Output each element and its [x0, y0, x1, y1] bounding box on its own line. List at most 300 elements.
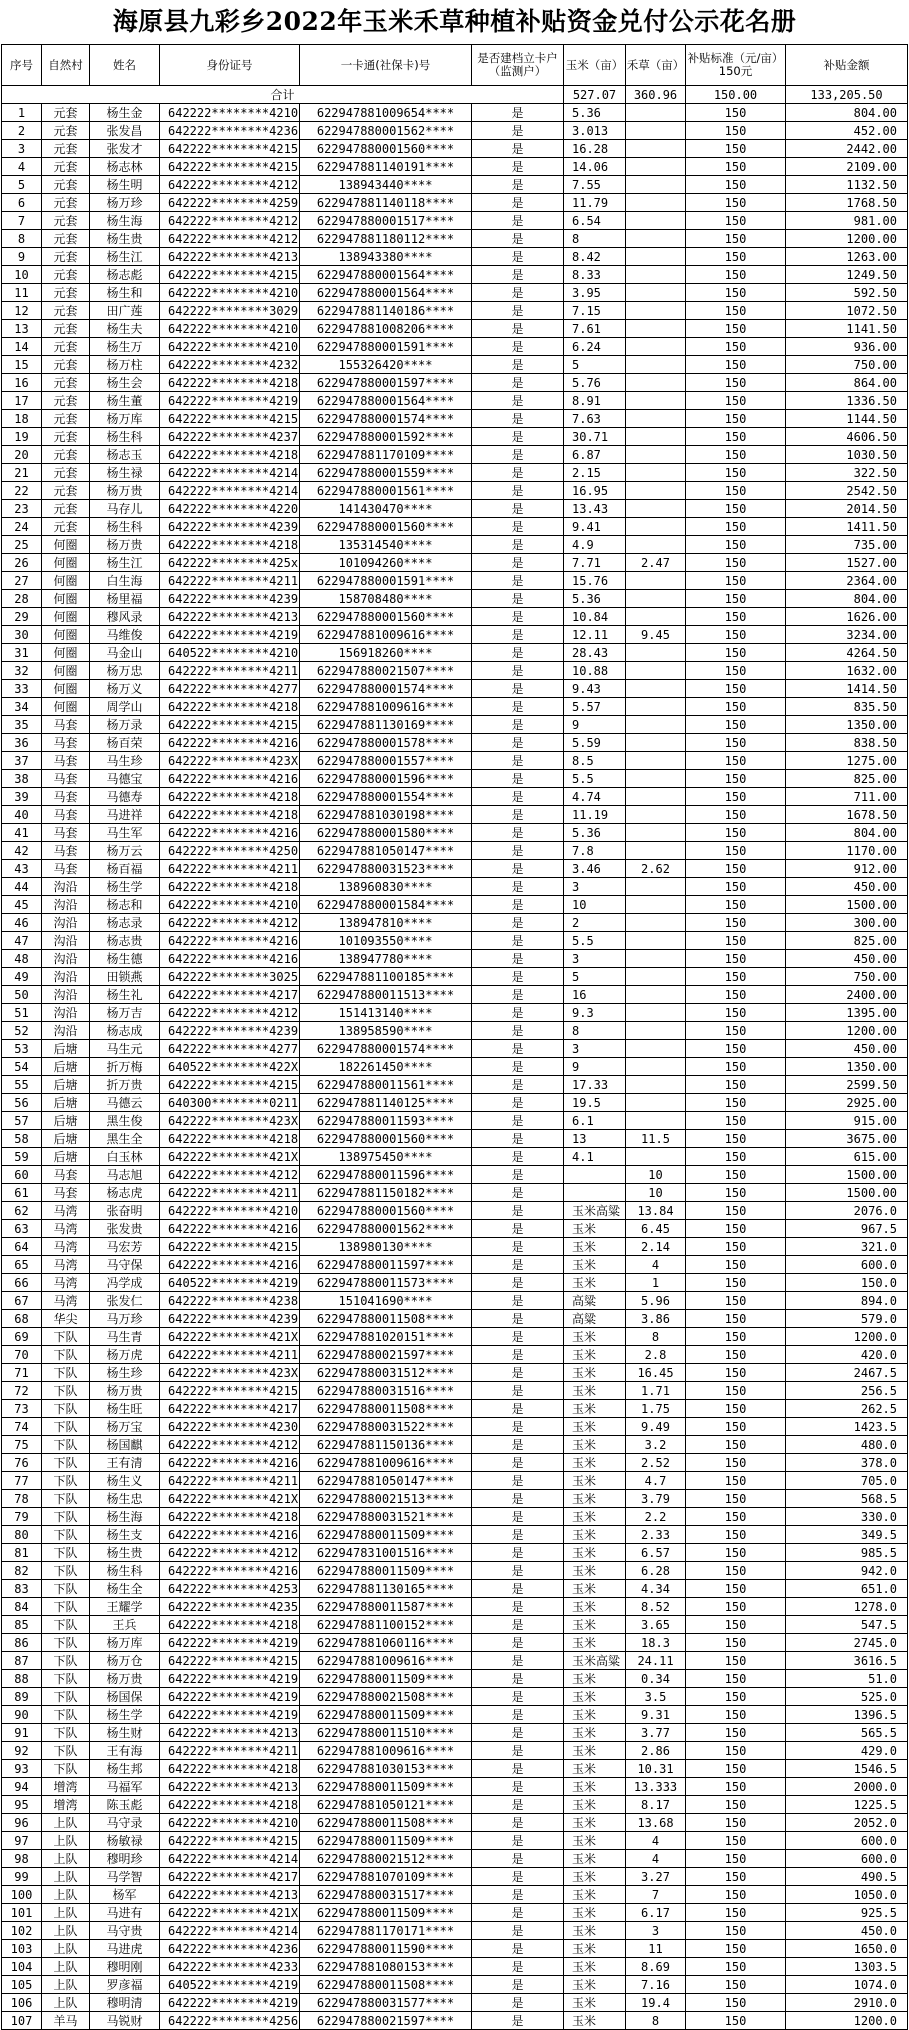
cell-name: 杨万仓 [90, 1652, 160, 1670]
cell-rate: 150 [686, 1652, 786, 1670]
cell-corn: 30.71 [564, 428, 626, 446]
cell-seq: 69 [2, 1328, 42, 1346]
cell-rate: 150 [686, 1904, 786, 1922]
cell-name: 马守贵 [90, 1922, 160, 1940]
cell-corn: 3 [564, 1040, 626, 1058]
cell-amount: 150.0 [786, 1274, 908, 1292]
cell-registered: 是 [472, 140, 564, 158]
table-row [2, 1364, 908, 1382]
cell-corn: 玉米 [564, 1904, 626, 1922]
cell-name: 黑生俊 [90, 1112, 160, 1130]
cell-seq: 22 [2, 482, 42, 500]
table-row [2, 1346, 908, 1364]
cell-amount: 429.0 [786, 1742, 908, 1760]
cell-name: 张发仁 [90, 1292, 160, 1310]
cell-grass: 4.7 [626, 1472, 686, 1490]
cell-corn: 7.8 [564, 842, 626, 860]
cell-registered: 是 [472, 1688, 564, 1706]
cell-card-number: 622947881020151**** [300, 1328, 472, 1346]
cell-amount: 565.5 [786, 1724, 908, 1742]
cell-grass: 13.84 [626, 1202, 686, 1220]
cell-rate: 150 [686, 824, 786, 842]
cell-corn: 5.5 [564, 770, 626, 788]
cell-rate: 150 [686, 1220, 786, 1238]
cell-village: 下队 [42, 1418, 90, 1436]
cell-grass [626, 734, 686, 752]
cell-id-number: 642222********4220 [160, 500, 300, 518]
cell-grass [626, 788, 686, 806]
cell-rate: 150 [686, 2012, 786, 2030]
table-row [2, 1184, 908, 1202]
cell-amount: 2076.0 [786, 1202, 908, 1220]
cell-id-number: 642222********421X [160, 1904, 300, 1922]
cell-rate: 150 [686, 1256, 786, 1274]
cell-id-number: 642222********4218 [160, 446, 300, 464]
cell-id-number: 642222********4210 [160, 1202, 300, 1220]
cell-id-number: 642222********423X [160, 1112, 300, 1130]
cell-village: 元套 [42, 320, 90, 338]
cell-village: 上队 [42, 1958, 90, 1976]
table-row [2, 1400, 908, 1418]
cell-seq: 35 [2, 716, 42, 734]
cell-rate: 150 [686, 1580, 786, 1598]
cell-corn: 玉米 [564, 1598, 626, 1616]
cell-rate: 150 [686, 878, 786, 896]
cell-grass: 7 [626, 1886, 686, 1904]
table-row [2, 1814, 908, 1832]
cell-grass [626, 428, 686, 446]
table-row [2, 158, 908, 176]
cell-card-number: 622947881009616**** [300, 626, 472, 644]
cell-id-number: 642222********4277 [160, 680, 300, 698]
cell-seq: 28 [2, 590, 42, 608]
cell-card-number: 622947881030153**** [300, 1760, 472, 1778]
cell-village: 下队 [42, 1346, 90, 1364]
cell-seq: 102 [2, 1922, 42, 1940]
cell-id-number: 642222********4217 [160, 1868, 300, 1886]
cell-amount: 1132.50 [786, 176, 908, 194]
cell-amount: 615.00 [786, 1148, 908, 1166]
cell-corn: 玉米 [564, 2012, 626, 2030]
cell-id-number: 642222********4259 [160, 194, 300, 212]
cell-corn: 玉米 [564, 1814, 626, 1832]
cell-id-number: 642222********4211 [160, 1742, 300, 1760]
cell-amount: 1225.5 [786, 1796, 908, 1814]
cell-card-number: 622947880001557**** [300, 752, 472, 770]
cell-grass [626, 536, 686, 554]
cell-registered: 是 [472, 104, 564, 122]
cell-village: 马湾 [42, 1292, 90, 1310]
table-row [2, 1616, 908, 1634]
cell-rate: 150 [686, 608, 786, 626]
cell-registered: 是 [472, 1886, 564, 1904]
cell-id-number: 642222********4211 [160, 572, 300, 590]
cell-grass [626, 266, 686, 284]
cell-card-number: 622947880011587**** [300, 1598, 472, 1616]
cell-id-number: 642222********4236 [160, 122, 300, 140]
cell-village: 何圈 [42, 608, 90, 626]
cell-seq: 67 [2, 1292, 42, 1310]
cell-village: 沟沿 [42, 914, 90, 932]
cell-amount: 4264.50 [786, 644, 908, 662]
cell-card-number: 138960830**** [300, 878, 472, 896]
cell-corn: 7.71 [564, 554, 626, 572]
cell-corn: 3 [564, 878, 626, 896]
cell-amount: 1072.50 [786, 302, 908, 320]
cell-registered: 是 [472, 1058, 564, 1076]
cell-village: 下队 [42, 1328, 90, 1346]
cell-corn: 玉米 [564, 1706, 626, 1724]
cell-grass [626, 590, 686, 608]
cell-grass: 19.4 [626, 1994, 686, 2012]
table-row [2, 1382, 908, 1400]
cell-registered: 是 [472, 284, 564, 302]
cell-name: 马进祥 [90, 806, 160, 824]
cell-name: 杨万虎 [90, 1346, 160, 1364]
table-row [2, 896, 908, 914]
cell-rate: 150 [686, 734, 786, 752]
cell-seq: 101 [2, 1904, 42, 1922]
cell-amount: 1275.00 [786, 752, 908, 770]
cell-card-number: 622947880011508**** [300, 1310, 472, 1328]
cell-id-number: 642222********3025 [160, 968, 300, 986]
cell-grass: 4 [626, 1850, 686, 1868]
cell-id-number: 642222********4256 [160, 2012, 300, 2030]
cell-amount: 1632.00 [786, 662, 908, 680]
cell-name: 杨生海 [90, 1508, 160, 1526]
cell-seq: 31 [2, 644, 42, 662]
cell-name: 陈玉彪 [90, 1796, 160, 1814]
cell-name: 杨里福 [90, 590, 160, 608]
cell-village: 后塘 [42, 1112, 90, 1130]
cell-seq: 70 [2, 1346, 42, 1364]
cell-card-number: 622947881009616**** [300, 698, 472, 716]
cell-id-number: 642222********4215 [160, 716, 300, 734]
cell-amount: 480.0 [786, 1436, 908, 1454]
cell-registered: 是 [472, 842, 564, 860]
cell-id-number: 642222********4216 [160, 824, 300, 842]
cell-card-number: 622947881140125**** [300, 1094, 472, 1112]
cell-name: 杨生全 [90, 1580, 160, 1598]
cell-registered: 是 [472, 1958, 564, 1976]
header-grass-mu: 禾草（亩） [626, 45, 686, 86]
cell-seq: 8 [2, 230, 42, 248]
cell-registered: 是 [472, 428, 564, 446]
cell-registered: 是 [472, 1436, 564, 1454]
cell-name: 杨万珍 [90, 194, 160, 212]
cell-card-number: 622947880011593**** [300, 1112, 472, 1130]
cell-amount: 825.00 [786, 770, 908, 788]
cell-village: 上队 [42, 1940, 90, 1958]
cell-card-number: 622947880031516**** [300, 1382, 472, 1400]
cell-grass [626, 176, 686, 194]
cell-name: 穆明刚 [90, 1958, 160, 1976]
cell-id-number: 642222********4215 [160, 1832, 300, 1850]
cell-id-number: 642222********4216 [160, 950, 300, 968]
cell-seq: 47 [2, 932, 42, 950]
cell-rate: 150 [686, 482, 786, 500]
cell-card-number: 138943440**** [300, 176, 472, 194]
cell-seq: 75 [2, 1436, 42, 1454]
cell-rate: 150 [686, 1526, 786, 1544]
cell-rate: 150 [686, 266, 786, 284]
cell-id-number: 642222********4253 [160, 1580, 300, 1598]
cell-amount: 1500.00 [786, 896, 908, 914]
cell-registered: 是 [472, 608, 564, 626]
cell-village: 下队 [42, 1670, 90, 1688]
cell-corn: 13 [564, 1130, 626, 1148]
cell-rate: 150 [686, 1436, 786, 1454]
cell-amount: 1414.50 [786, 680, 908, 698]
cell-village: 元套 [42, 248, 90, 266]
cell-seq: 34 [2, 698, 42, 716]
cell-amount: 1768.50 [786, 194, 908, 212]
cell-seq: 66 [2, 1274, 42, 1292]
cell-card-number: 622947880021507**** [300, 662, 472, 680]
cell-id-number: 642222********4217 [160, 1400, 300, 1418]
cell-corn: 28.43 [564, 644, 626, 662]
cell-rate: 150 [686, 230, 786, 248]
cell-grass: 2.2 [626, 1508, 686, 1526]
cell-registered: 是 [472, 1274, 564, 1292]
cell-id-number: 640522********422X [160, 1058, 300, 1076]
cell-registered: 是 [472, 986, 564, 1004]
cell-card-number: 138975450**** [300, 1148, 472, 1166]
cell-registered: 是 [472, 1904, 564, 1922]
cell-card-number: 622947880011509**** [300, 1562, 472, 1580]
cell-registered: 是 [472, 1724, 564, 1742]
cell-registered: 是 [472, 1616, 564, 1634]
cell-grass [626, 320, 686, 338]
table-row [2, 104, 908, 122]
cell-registered: 是 [472, 1328, 564, 1346]
cell-rate: 150 [686, 1778, 786, 1796]
table-row [2, 176, 908, 194]
cell-village: 元套 [42, 266, 90, 284]
cell-amount: 1527.00 [786, 554, 908, 572]
cell-grass: 8.52 [626, 1598, 686, 1616]
cell-registered: 是 [472, 266, 564, 284]
table-row [2, 1508, 908, 1526]
cell-rate: 150 [686, 1940, 786, 1958]
cell-village: 何圈 [42, 536, 90, 554]
cell-registered: 是 [472, 500, 564, 518]
cell-grass [626, 518, 686, 536]
cell-name: 黑生全 [90, 1130, 160, 1148]
cell-corn: 玉米高粱 [564, 1652, 626, 1670]
cell-seq: 90 [2, 1706, 42, 1724]
cell-card-number: 622947880011509**** [300, 1778, 472, 1796]
table-row [2, 1976, 908, 1994]
cell-grass: 11 [626, 1940, 686, 1958]
cell-grass [626, 464, 686, 482]
table-row [2, 248, 908, 266]
cell-rate: 150 [686, 1400, 786, 1418]
cell-id-number: 640522********4210 [160, 644, 300, 662]
cell-rate: 150 [686, 428, 786, 446]
cell-rate: 150 [686, 1004, 786, 1022]
cell-seq: 99 [2, 1868, 42, 1886]
cell-village: 增湾 [42, 1796, 90, 1814]
cell-rate: 150 [686, 860, 786, 878]
table-row [2, 1562, 908, 1580]
cell-grass: 8 [626, 1328, 686, 1346]
table-row [2, 914, 908, 932]
cell-amount: 450.0 [786, 1922, 908, 1940]
cell-corn: 玉米 [564, 1508, 626, 1526]
cell-amount: 985.5 [786, 1544, 908, 1562]
cell-rate: 150 [686, 896, 786, 914]
cell-village: 马湾 [42, 1274, 90, 1292]
cell-corn: 玉米高粱 [564, 1202, 626, 1220]
cell-id-number: 642222********4212 [160, 212, 300, 230]
cell-id-number: 642222********4216 [160, 1220, 300, 1238]
cell-id-number: 642222********4218 [160, 374, 300, 392]
cell-card-number: 622947881180112**** [300, 230, 472, 248]
cell-corn: 玉米 [564, 1634, 626, 1652]
cell-seq: 88 [2, 1670, 42, 1688]
cell-card-number: 622947880001554**** [300, 788, 472, 806]
cell-rate: 150 [686, 212, 786, 230]
cell-name: 穆明珍 [90, 1850, 160, 1868]
cell-id-number: 642222********4210 [160, 896, 300, 914]
cell-seq: 98 [2, 1850, 42, 1868]
cell-registered: 是 [472, 1598, 564, 1616]
cell-corn: 玉米 [564, 1688, 626, 1706]
cell-amount: 490.5 [786, 1868, 908, 1886]
cell-seq: 37 [2, 752, 42, 770]
cell-registered: 是 [472, 896, 564, 914]
cell-card-number: 622947880031577**** [300, 1994, 472, 2012]
cell-corn: 玉米 [564, 1454, 626, 1472]
cell-seq: 73 [2, 1400, 42, 1418]
cell-registered: 是 [472, 1310, 564, 1328]
cell-name: 杨生禄 [90, 464, 160, 482]
cell-name: 杨生贵 [90, 1544, 160, 1562]
cell-corn: 玉米 [564, 1364, 626, 1382]
cell-seq: 29 [2, 608, 42, 626]
cell-card-number: 622947880001562**** [300, 1220, 472, 1238]
cell-card-number: 622947880001564**** [300, 284, 472, 302]
header-row [2, 45, 908, 86]
cell-seq: 50 [2, 986, 42, 1004]
cell-name: 杨志虎 [90, 1184, 160, 1202]
cell-amount: 915.00 [786, 1112, 908, 1130]
cell-village: 下队 [42, 1688, 90, 1706]
cell-card-number: 622947880031517**** [300, 1886, 472, 1904]
cell-registered: 是 [472, 1652, 564, 1670]
cell-id-number: 642222********4215 [160, 410, 300, 428]
table-row [2, 320, 908, 338]
cell-grass: 4.34 [626, 1580, 686, 1598]
cell-seq: 27 [2, 572, 42, 590]
table-row [2, 1472, 908, 1490]
cell-card-number: 622947880001591**** [300, 338, 472, 356]
cell-village: 元套 [42, 482, 90, 500]
cell-registered: 是 [472, 698, 564, 716]
cell-rate: 150 [686, 410, 786, 428]
cell-grass: 5.96 [626, 1292, 686, 1310]
cell-rate: 150 [686, 1886, 786, 1904]
cell-id-number: 642222********4211 [160, 662, 300, 680]
cell-name: 马维俊 [90, 626, 160, 644]
cell-seq: 63 [2, 1220, 42, 1238]
cell-village: 何圈 [42, 590, 90, 608]
cell-name: 马锐财 [90, 2012, 160, 2030]
cell-registered: 是 [472, 1292, 564, 1310]
cell-amount: 2910.0 [786, 1994, 908, 2012]
cell-registered: 是 [472, 1760, 564, 1778]
header-subsidy-rate: 补贴标准（元/亩）150元 [686, 45, 786, 86]
cell-seq: 19 [2, 428, 42, 446]
cell-rate: 150 [686, 1832, 786, 1850]
cell-corn: 9.41 [564, 518, 626, 536]
cell-village: 后塘 [42, 1076, 90, 1094]
cell-corn: 2 [564, 914, 626, 932]
cell-amount: 1074.0 [786, 1976, 908, 1994]
cell-rate: 150 [686, 1814, 786, 1832]
table-row [2, 806, 908, 824]
cell-registered: 是 [472, 1922, 564, 1940]
cell-village: 上队 [42, 1976, 90, 1994]
cell-name: 马万珍 [90, 1310, 160, 1328]
cell-rate: 150 [686, 194, 786, 212]
table-row [2, 788, 908, 806]
cell-village: 后塘 [42, 1058, 90, 1076]
cell-registered: 是 [472, 1040, 564, 1058]
table-row [2, 482, 908, 500]
header-name: 姓名 [90, 45, 160, 86]
cell-corn: 玉米 [564, 1490, 626, 1508]
cell-card-number: 622947880001597**** [300, 374, 472, 392]
cell-registered: 是 [472, 1022, 564, 1040]
cell-village: 马湾 [42, 1256, 90, 1274]
cell-name: 张发贵 [90, 1220, 160, 1238]
cell-name: 杨万云 [90, 842, 160, 860]
cell-village: 沟沿 [42, 950, 90, 968]
cell-id-number: 642222********421X [160, 1490, 300, 1508]
cell-grass: 1 [626, 1274, 686, 1292]
cell-id-number: 642222********4219 [160, 1994, 300, 2012]
cell-corn: 3 [564, 950, 626, 968]
cell-rate: 150 [686, 1760, 786, 1778]
cell-corn: 玉米 [564, 1472, 626, 1490]
cell-village: 后塘 [42, 1094, 90, 1112]
cell-name: 杨生旺 [90, 1400, 160, 1418]
cell-grass: 2.62 [626, 860, 686, 878]
cell-name: 王有海 [90, 1742, 160, 1760]
cell-id-number: 642222********4236 [160, 1940, 300, 1958]
cell-grass [626, 356, 686, 374]
cell-amount: 835.50 [786, 698, 908, 716]
cell-village: 下队 [42, 1742, 90, 1760]
cell-name: 杨生明 [90, 176, 160, 194]
cell-village: 沟沿 [42, 1004, 90, 1022]
cell-amount: 1141.50 [786, 320, 908, 338]
cell-seq: 13 [2, 320, 42, 338]
cell-corn: 玉米 [564, 1418, 626, 1436]
cell-card-number: 622947880001561**** [300, 482, 472, 500]
table-row [2, 1112, 908, 1130]
cell-name: 杨万贵 [90, 536, 160, 554]
table-row [2, 266, 908, 284]
cell-corn: 7.63 [564, 410, 626, 428]
cell-registered: 是 [472, 572, 564, 590]
cell-seq: 42 [2, 842, 42, 860]
cell-rate: 150 [686, 1328, 786, 1346]
cell-name: 杨生夫 [90, 320, 160, 338]
cell-village: 下队 [42, 1526, 90, 1544]
